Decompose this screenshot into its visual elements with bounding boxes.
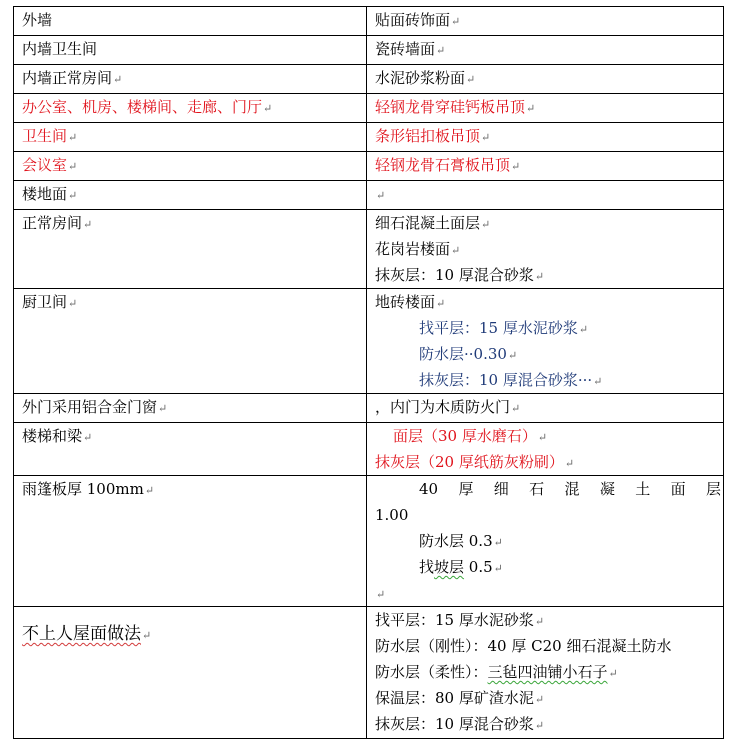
cell-label: 内墙卫生间	[14, 36, 367, 65]
cell-label: 办公室、机房、楼梯间、走廊、门厅↵	[14, 94, 367, 123]
table-row	[14, 94, 724, 123]
cell-value: ，内门为木质防火门↵	[367, 394, 724, 423]
cell-label: 雨篷板厚 100mm↵	[14, 476, 367, 607]
table-row	[14, 394, 724, 423]
cell-value: 轻钢龙骨石膏板吊顶↵	[367, 152, 724, 181]
cell-label: 内墙正常房间↵	[14, 65, 367, 94]
cell-label: 正常房间↵	[14, 210, 367, 289]
cell-value: 地砖楼面↵ 找平层：15 厚水泥砂浆↵ 防水层··0.30↵ 抹灰层：10 厚混合砂浆···↵	[367, 289, 724, 394]
cell-value: 找平层：15 厚水泥砂浆↵ 防水层（刚性）：40 厚 C20 细石混凝土防水 防水层（柔性）：三毡四油铺小石子↵ 保温层：80 厚矿渣水泥↵ 抹灰层：10 厚混合砂浆↵	[367, 607, 724, 739]
table-row	[14, 423, 724, 476]
cell-label: 外墙	[14, 7, 367, 36]
cell-value: 水泥砂浆粉面↵	[367, 65, 724, 94]
cell-label: 厨卫间↵	[14, 289, 367, 394]
cell-value: 贴面砖饰面↵	[367, 7, 724, 36]
cell-value: ↵	[367, 181, 724, 210]
table-row	[14, 210, 724, 289]
cell-value: 条形铝扣板吊顶↵	[367, 123, 724, 152]
table-row	[14, 476, 724, 607]
table-row	[14, 123, 724, 152]
cell-label: 楼地面↵	[14, 181, 367, 210]
cell-value: 细石混凝土面层↵ 花岗岩楼面↵ 抹灰层：10 厚混合砂浆↵	[367, 210, 724, 289]
construction-spec-table	[13, 6, 724, 739]
cell-label: 外门采用铝合金门窗↵	[14, 394, 367, 423]
cell-value: 瓷砖墙面↵	[367, 36, 724, 65]
cell-value: 面层（30 厚水磨石）↵ 抹灰层（20 厚纸筋灰粉刷）↵	[367, 423, 724, 476]
table-row	[14, 36, 724, 65]
table-row	[14, 7, 724, 36]
cell-value: 40 厚 细 石 混 凝 土 面 层 1.00 防水层 0.3↵ 找坡层 0.5↵ ↵	[367, 476, 724, 607]
cell-value: 轻钢龙骨穿硅钙板吊顶↵	[367, 94, 724, 123]
document-page	[13, 6, 722, 733]
table-row	[14, 65, 724, 94]
cell-label: 卫生间↵	[14, 123, 367, 152]
cell-label: 楼梯和梁↵	[14, 423, 367, 476]
cell-label: 不上人屋面做法↵	[14, 607, 367, 739]
cell-label: 会议室↵	[14, 152, 367, 181]
table-row	[14, 181, 724, 210]
table-row	[14, 607, 724, 739]
table-row	[14, 289, 724, 394]
justified-line: 40 厚 细 石 混 凝 土 面 层	[419, 480, 721, 498]
table-row	[14, 152, 724, 181]
